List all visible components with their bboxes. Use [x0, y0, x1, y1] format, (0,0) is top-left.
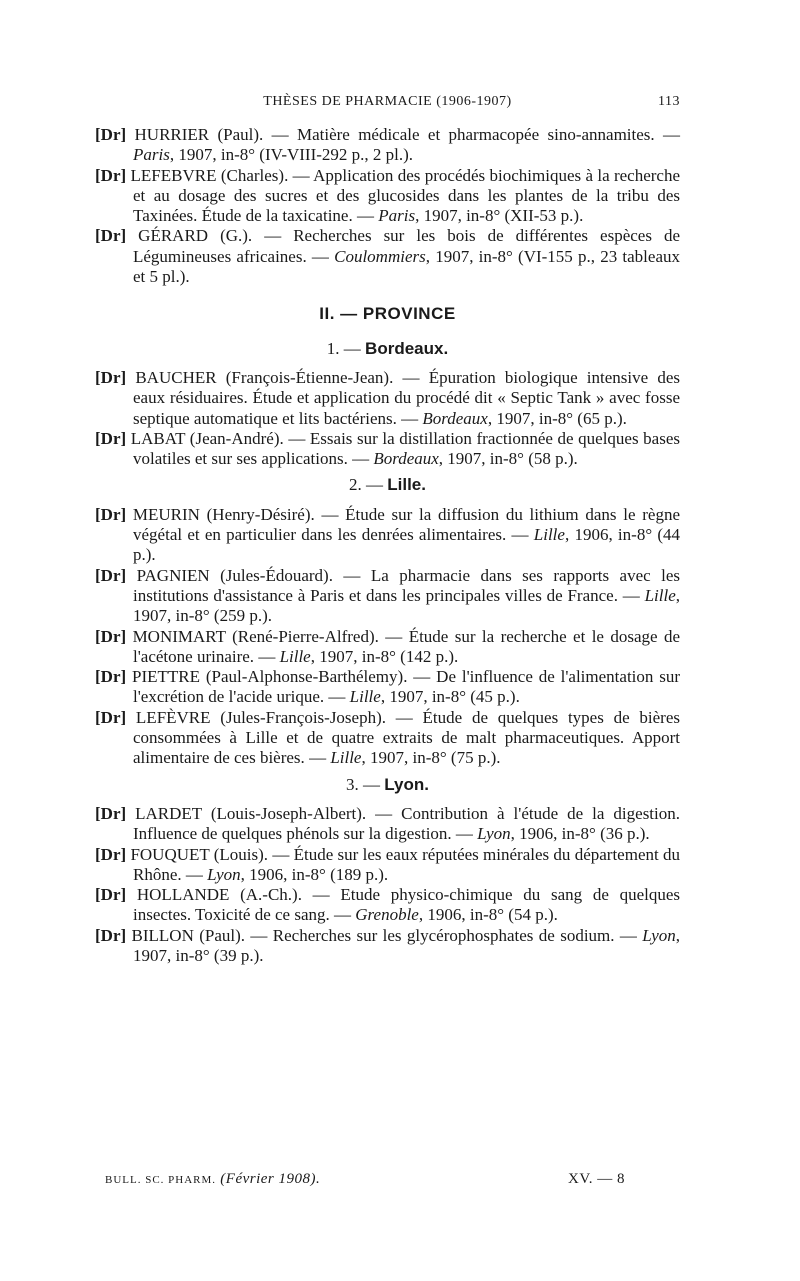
entry-city: Lille: [330, 748, 362, 768]
entry-author: FOUQUET (Louis).: [130, 844, 269, 864]
doctor-mark: [Dr]: [95, 844, 127, 864]
city-number: 1. —: [326, 338, 361, 358]
thesis-entry: [Dr] HOLLANDE (A.-Ch.). — Etude physico-chimique du sang de quelques insectes. Toxicité de ce sang. — Grenoble, 1906, in-8° (54 p.).: [95, 885, 681, 925]
entry-details: 1907, in-8° (58 p.).: [447, 449, 578, 469]
thesis-entry: [Dr] GÉRARD (G.). — Recherches sur les bois de différentes espèces de Légumineuses africaines. — Coulommiers, 1907, in-8° (VI-155 p., 23 tableaux et 5 pl.).: [95, 226, 681, 287]
entry-title: Application des procédés biochimiques à la recherche et au dosage des sucres et des glucosides dans les plantes de la tribu des Taxinées. Étude de la taxicatine.: [133, 165, 681, 226]
entry-details: 1907, in-8° (142 p.).: [319, 646, 459, 666]
doctor-mark: [Dr]: [95, 367, 127, 387]
doctor-mark: [Dr]: [95, 504, 127, 524]
thesis-entry: [Dr] LABAT (Jean-André). — Essais sur la distillation fractionnée de quelques bases volatiles et sur ses applications. — Bordeaux, 1907, in-8° (58 p.).: [95, 428, 680, 469]
doctor-mark: [Dr]: [95, 428, 127, 448]
entry-title: Contribution à l'étude de la digestion. Influence de quelques phénols sur la digestion.: [133, 803, 681, 844]
city-number: 3. —: [346, 774, 381, 794]
thesis-entry: [Dr] LEFÈVRE (Jules-François-Joseph). — Étude de quelques types de bières consommées à Lille et de quatre extraits de malt pharmaceutiques. Apport alimentaire de ces bières. — Lille, 1907, in-8° (75 p.).: [95, 707, 681, 768]
doctor-mark: [Dr]: [95, 925, 127, 945]
city-heading-lille: [95, 475, 680, 495]
entry-details: 1907, in-8° (39 p.).: [133, 945, 264, 965]
entry-author: MONIMART (René-Pierre-Alfred).: [132, 626, 379, 646]
entry-details: 1907, in-8° (IV-VIII-292 p., 2 pl.).: [178, 145, 414, 165]
entry-title: Essais sur la distillation fractionnée de quelques bases volatiles et sur ses applications.: [133, 428, 680, 469]
thesis-entry: [Dr] BILLON (Paul). — Recherches sur les glycérophosphates de sodium. — Lyon, 1907, in-8° (39 p.).: [95, 925, 681, 965]
doctor-mark: [Dr]: [95, 226, 127, 246]
entry-details: 1907, in-8° (75 p.).: [369, 748, 501, 768]
thesis-list: [95, 125, 680, 966]
doctor-mark: [Dr]: [95, 667, 127, 687]
city-name: Lille.: [387, 475, 426, 495]
thesis-entry: [Dr] LARDET (Louis-Joseph-Albert). — Contribution à l'étude de la digestion. Influence de quelques phénols sur la digestion. — Lyon, 1906, in-8° (36 p.).: [95, 803, 681, 844]
entry-details: 1907, in-8° (65 p.).: [496, 408, 627, 428]
entry-author: LABAT (Jean-André).: [130, 428, 284, 448]
entry-details: 1906, in-8° (189 p.).: [249, 864, 389, 884]
doctor-mark: [Dr]: [95, 165, 127, 185]
page-footer: [105, 1171, 625, 1193]
entry-title: Étude sur les eaux réputées minérales du département du Rhône.: [133, 844, 680, 884]
entry-author: HOLLANDE (A.-Ch.).: [136, 885, 302, 905]
entry-city: Bordeaux: [422, 408, 488, 428]
doctor-mark: [Dr]: [95, 885, 127, 905]
entry-details: 1907, in-8° (XII-53 p.).: [423, 206, 584, 226]
entry-details: 1907, in-8° (45 p.).: [389, 687, 520, 707]
running-head: [95, 94, 680, 116]
entry-city: Lille: [644, 585, 676, 605]
thesis-entry: [Dr] MONIMART (René-Pierre-Alfred). — Étude sur la recherche et le dosage de l'acétone urinaire. — Lille, 1907, in-8° (142 p.).: [95, 626, 681, 666]
thesis-entry: [Dr] HURRIER (Paul). — Matière médicale et pharmacopée sino-annamites. — Paris, 1907, in-8° (IV-VIII-292 p., 2 pl.).: [95, 125, 681, 165]
doctor-mark: [Dr]: [95, 565, 127, 585]
entry-title: Recherches sur les glycérophosphates de sodium.: [272, 925, 615, 945]
entry-author: PAGNIEN (Jules-Édouard).: [136, 565, 333, 585]
journal-abbrev: BULL. SC. PHARM.: [105, 1174, 217, 1186]
city-name: Lyon.: [384, 774, 429, 794]
entry-details: 1906, in-8° (36 p.).: [519, 824, 650, 844]
city-name: Bordeaux.: [365, 338, 449, 358]
city-heading-bordeaux: [95, 339, 680, 359]
signature-mark: XV. — 8: [568, 1171, 625, 1187]
entry-city: Lyon: [477, 824, 511, 844]
entry-city: Lille: [279, 646, 311, 666]
paris-section: [95, 125, 680, 287]
entry-author: LARDET (Louis-Joseph-Albert).: [135, 803, 367, 823]
entry-city: Lille: [349, 687, 381, 707]
entry-city: Lyon: [207, 864, 241, 884]
entry-author: PIETTRE (Paul-Alphonse-Barthélemy).: [132, 667, 408, 687]
entry-title: Étude sur la recherche et le dosage de l'acétone urinaire.: [133, 626, 681, 666]
doctor-mark: [Dr]: [95, 707, 127, 727]
entry-author: GÉRARD (G.).: [138, 226, 253, 246]
entry-details: 1907, in-8° (259 p.).: [133, 606, 273, 626]
city-heading-lyon: [95, 775, 680, 795]
thesis-entry: [Dr] MEURIN (Henry-Désiré). — Étude sur la diffusion du lithium dans le règne végétal et en particulier dans les denrées alimentaires. — Lille, 1906, in-8° (44 p.).: [95, 504, 681, 565]
entry-city: Paris: [378, 206, 416, 226]
entry-city: Bordeaux: [373, 449, 439, 469]
entry-title: Etude physico-chimique du sang de quelques insectes. Toxicité de ce sang.: [133, 885, 681, 925]
entry-title: De l'influence de l'alimentation sur l'excrétion de l'acide urique.: [133, 667, 681, 707]
running-head-title: THÈSES DE PHARMACIE (1906-1907): [263, 94, 512, 109]
doctor-mark: [Dr]: [95, 803, 127, 823]
thesis-entry: [Dr] BAUCHER (François-Étienne-Jean). — Épuration biologique intensive des eaux résiduaires. Étude et application du procédé dit « Septic Tank » avec fosse septique automatique et lits bactériens. — Bordeaux, 1907, in-8° (65 p.).: [95, 367, 681, 428]
entry-city: Paris: [133, 145, 170, 165]
entry-author: BAUCHER (François-Étienne-Jean).: [135, 367, 394, 387]
thesis-entry: [Dr] FOUQUET (Louis). — Étude sur les eaux réputées minérales du département du Rhône. — Lyon, 1906, in-8° (189 p.).: [95, 844, 680, 884]
entry-author: LEFEBVRE (Charles).: [130, 165, 289, 185]
doctor-mark: [Dr]: [95, 626, 127, 646]
entry-author: LEFÈVRE (Jules-François-Joseph).: [135, 707, 387, 727]
footer-citation: [105, 1171, 320, 1188]
entry-details: 1906, in-8° (44 p.).: [133, 525, 681, 565]
entry-city: Lyon: [642, 925, 676, 945]
city-number: 2. —: [349, 475, 383, 495]
doctor-mark: [Dr]: [95, 125, 127, 144]
entry-city: Grenoble: [355, 905, 419, 925]
thesis-entry: [Dr] PAGNIEN (Jules-Édouard). — La pharmacie dans ses rapports avec les institutions d'assistance à Paris et dans les principales villes de France. — Lille, 1907, in-8° (259 p.).: [95, 565, 681, 626]
issue-date: (Février 1908).: [220, 1171, 321, 1187]
province-heading: II. — PROVINCE: [319, 304, 456, 324]
thesis-entry: [Dr] PIETTRE (Paul-Alphonse-Barthélemy). — De l'influence de l'alimentation sur l'excrétion de l'acide urique. — Lille, 1907, in-8° (45 p.).: [95, 667, 681, 707]
entry-details: 1906, in-8° (54 p.).: [427, 905, 558, 925]
entry-city: Lille: [533, 525, 565, 545]
entry-title: Étude de quelques types de bières consommées à Lille et de quatre extraits de malt pharmaceutiques. Apport alimentaire de ces bières.: [133, 707, 681, 768]
entry-details: 1907, in-8° (VI-155 p., 23 tableaux et 5 pl.).: [133, 246, 680, 287]
entry-city: Coulommiers: [334, 246, 426, 266]
entry-title: La pharmacie dans ses rapports avec les institutions d'assistance à Paris et dans les principales villes de France.: [133, 565, 681, 605]
entry-title: Épuration biologique intensive des eaux résiduaires. Étude et application du procédé dit « Septic Tank » avec fosse septique automatique et lits bactériens.: [133, 367, 681, 428]
entry-title: Étude sur la diffusion du lithium dans le règne végétal et en particulier dans les denrées alimentaires.: [133, 504, 680, 545]
entry-title: Recherches sur les bois de différentes espèces de Légumineuses africaines.: [133, 226, 681, 266]
entry-author: BILLON (Paul).: [131, 925, 246, 945]
entry-author: MEURIN (Henry-Désiré).: [132, 504, 315, 524]
entry-author: HURRIER (Paul).: [134, 125, 264, 144]
thesis-entry: [Dr] LEFEBVRE (Charles). — Application des procédés biochimiques à la recherche et au dosage des sucres et des glucosides dans les plantes de la tribu des Taxinées. Étude de la taxicatine. — Paris, 1907, in-8° (XII-53 p.).: [95, 165, 681, 226]
entry-title: Matière médicale et pharmacopée sino-annamites.: [296, 125, 655, 144]
page-number: 113: [658, 94, 680, 109]
